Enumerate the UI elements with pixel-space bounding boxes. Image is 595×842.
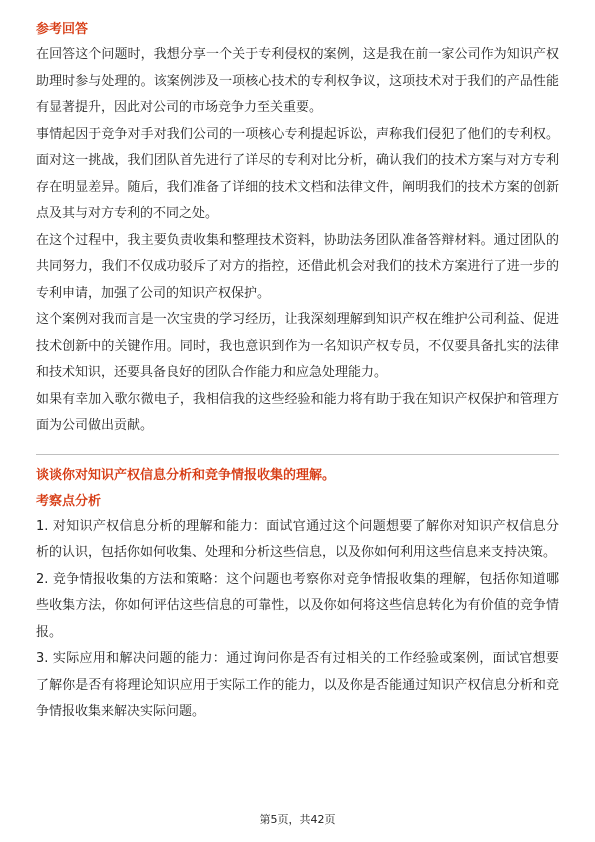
answer-section [36, 21, 559, 440]
page-number: 第5页，共42页 [259, 813, 336, 826]
question-title: 谈谈你对知识产权信息分析和竞争情报收集的理解。 [36, 467, 336, 483]
page-content [36, 21, 559, 726]
analysis-point-3: 3. 实际应用和解决问题的能力：通过询问你是否有过相关的工作经验或案例，面试官想要了解你是否有将理论知识应用于实际工作的能力，以及你是否能通过知识产权信息分析和竞争情报收集来解决实际问题。 [36, 651, 559, 719]
analysis-point-1: 1. 对知识产权信息分析的理解和能力：面试官通过这个问题想要了解你对知识产权信息分析的认识，包括你如何收集、处理和分析这些信息，以及你如何利用这些信息来支持决策。 [36, 518, 559, 560]
answer-paragraph-2: 事情起因于竞争对手对我们公司的一项核心专利提起诉讼，声称我们侵犯了他们的专利权。面对这一挑战，我们团队首先进行了详尽的专利对比分析，确认我们的技术方案与对方专利存在明显差异。随后，我们准备了详细的技术文档和法律文件，阐明我们的技术方案的创新点及其与对方专利的不同之处。 [36, 126, 559, 221]
analysis-heading: 考察点分析 [36, 493, 102, 509]
question-section [36, 467, 559, 726]
answer-heading: 参考回答 [36, 22, 89, 37]
section-divider [36, 454, 559, 455]
answer-paragraph-5: 如果有幸加入歌尔微电子，我相信我的这些经验和能力将有助于我在知识产权保护和管理方面为公司做出贡献。 [36, 391, 559, 433]
answer-paragraph-4: 这个案例对我而言是一次宝贵的学习经历，让我深刻理解到知识产权在维护公司利益、促进技术创新中的关键作用。同时，我也意识到作为一名知识产权专员，不仅要具备扎实的法律和技术知识，还要具备良好的团队合作能力和应急处理能力。 [36, 312, 559, 380]
analysis-point-2: 2. 竞争情报收集的方法和策略：这个问题也考察你对竞争情报收集的理解，包括你知道哪些收集方法，你如何评估这些信息的可靠性，以及你如何将这些信息转化为有价值的竞争情报。 [36, 571, 559, 640]
answer-paragraph-1: 在回答这个问题时，我想分享一个关于专利侵权的案例，这是我在前一家公司作为知识产权助理时参与处理的。该案例涉及一项核心技术的专利权争议，这项技术对于我们的产品性能有显著提升，因此对公司的市场竞争力至关重要。 [36, 47, 559, 115]
answer-paragraph-3: 在这个过程中，我主要负责收集和整理技术资料，协助法务团队准备答辩材料。通过团队的共同努力，我们不仅成功驳斥了对方的指控，还借此机会对我们的技术方案进行了进一步的专利申请，加强了公司的知识产权保护。 [36, 232, 559, 301]
